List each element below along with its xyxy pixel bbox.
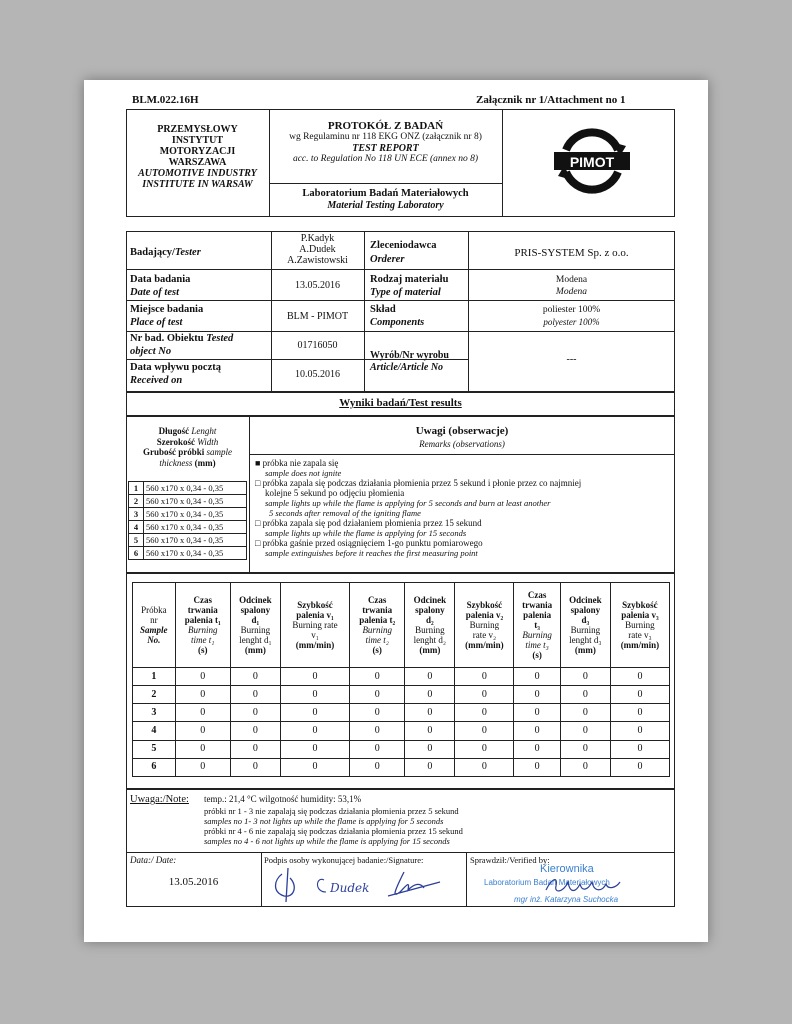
attachment-label: Załącznik nr 1/Attachment no 1 bbox=[476, 94, 626, 106]
results-header-row bbox=[133, 583, 670, 668]
remarks-subtitle: Remarks (observations) bbox=[419, 439, 505, 449]
header-line: palenia t₁ bbox=[184, 615, 221, 625]
result-cell: 0 bbox=[610, 668, 669, 686]
header-line: Odcinek bbox=[413, 595, 447, 605]
header-line: Burning bbox=[362, 625, 392, 635]
remark-line: ■ próbka nie zapala się bbox=[255, 458, 339, 468]
note-line: próbki nr 4 - 6 nie zapalają się podczas działania płomienia przez 15 sekund bbox=[204, 826, 463, 836]
header-line: palenia v₂ bbox=[465, 610, 504, 620]
doc-code: BLM.022.16H bbox=[132, 94, 199, 106]
table-row bbox=[133, 704, 670, 722]
sample-number-cell: 6 bbox=[133, 758, 176, 776]
header-line: Burning bbox=[625, 620, 655, 630]
results-header-cell bbox=[610, 583, 669, 668]
header-line: time t₁ bbox=[191, 635, 215, 645]
received-label-en: Received on bbox=[130, 375, 183, 386]
result-cell: 0 bbox=[514, 740, 560, 758]
result-cell: 0 bbox=[280, 668, 349, 686]
remark-line: □ próbka gaśnie przed osiągnięciem 1-go punktu pomiarowego bbox=[255, 538, 483, 548]
result-cell: 0 bbox=[610, 722, 669, 740]
header-line: palenia bbox=[523, 610, 552, 620]
table-row: 2 560 x170 x 0,34 - 0,35 bbox=[129, 495, 247, 508]
remark-line: sample does not ignite bbox=[265, 468, 342, 478]
result-cell: 0 bbox=[230, 668, 280, 686]
article-label-pl: Wyrób/Nr wyrobu bbox=[370, 350, 449, 361]
header-line: Szybkość bbox=[297, 600, 333, 610]
header-line: trwania bbox=[187, 605, 218, 615]
header-line: spalony bbox=[570, 605, 601, 615]
result-cell: 0 bbox=[230, 722, 280, 740]
header-line: lenght d₁ bbox=[239, 635, 272, 645]
protocol-title: PROTOKÓŁ Z BADAŃ wg Regulaminu nr 118 EKG ONZ (załącznik nr 8) TEST REPORT acc. to Regulation No 118 UN ECE (annex no 8) bbox=[289, 120, 482, 164]
pimot-logo bbox=[552, 120, 632, 200]
components-value-en: polyester 100% bbox=[543, 317, 600, 327]
sample-number-cell: 4 bbox=[133, 722, 176, 740]
sample-number-cell: 1 bbox=[133, 668, 176, 686]
place-label-en: Place of test bbox=[130, 317, 183, 328]
remark-line: □ próbka zapala się pod działaniem płomienia przez 15 sekund bbox=[255, 518, 482, 528]
note-label: Uwaga:/Note: bbox=[130, 794, 189, 805]
header-line: Szybkość bbox=[622, 600, 658, 610]
header-line: Czas bbox=[367, 595, 387, 605]
sample-number-cell: 3 bbox=[133, 704, 176, 722]
header-line: (mm/min) bbox=[465, 640, 504, 650]
header-line: trwania bbox=[522, 600, 553, 610]
orderer-label-en: Orderer bbox=[370, 254, 405, 265]
lab-name: Laboratorium Badań Materiałowych Material Testing Laboratory bbox=[302, 188, 469, 211]
result-cell: 0 bbox=[455, 668, 514, 686]
results-header-cell bbox=[405, 583, 455, 668]
header-line: (s) bbox=[197, 645, 208, 655]
result-cell: 0 bbox=[610, 686, 669, 704]
header-line: time t₂ bbox=[365, 635, 389, 645]
header-line: Odcinek bbox=[239, 595, 272, 605]
material-value-pl: Modena bbox=[555, 275, 588, 285]
header-line: Burning bbox=[240, 625, 271, 635]
place-value: BLM - PIMOT bbox=[286, 311, 349, 322]
results-title: Wyniki badań/Test results bbox=[339, 397, 462, 409]
date-value: 13.05.2016 bbox=[295, 280, 340, 291]
results-header-cell bbox=[455, 583, 514, 668]
remark-line: □ próbka zapala się podczas działania płomienia przez 5 sekund i płonie przez co najmniej bbox=[255, 478, 582, 488]
result-cell: 0 bbox=[350, 704, 405, 722]
stamp-line-2: Laboratorium Badań Materiałowych bbox=[484, 878, 610, 887]
result-cell: 0 bbox=[514, 686, 560, 704]
header-line: palenia v₃ bbox=[621, 610, 659, 620]
result-cell: 0 bbox=[405, 704, 455, 722]
result-cell: 0 bbox=[280, 704, 349, 722]
header-line: rate v₃ bbox=[628, 630, 652, 640]
article-label-en: Article/Article No bbox=[370, 362, 444, 373]
result-cell: 0 bbox=[560, 686, 610, 704]
result-cell: 0 bbox=[280, 758, 349, 776]
result-cell: 0 bbox=[230, 740, 280, 758]
table-row bbox=[133, 740, 670, 758]
results-header-cell bbox=[133, 583, 176, 668]
sample-number-cell: 5 bbox=[133, 740, 176, 758]
signatures-icon bbox=[264, 862, 464, 906]
date-label-pl: Data badania bbox=[130, 274, 191, 285]
result-cell: 0 bbox=[350, 668, 405, 686]
remarks-title: Uwagi (obserwacje) bbox=[415, 425, 509, 437]
header-line: (mm) bbox=[574, 645, 596, 655]
header-line: t₃ bbox=[534, 620, 540, 630]
result-cell: 0 bbox=[175, 722, 230, 740]
header-line: Czas bbox=[527, 590, 547, 600]
result-cell: 0 bbox=[514, 668, 560, 686]
results-header-cell bbox=[560, 583, 610, 668]
result-cell: 0 bbox=[230, 704, 280, 722]
sample-dimensions-header: Długość Lenght Szerokość Width Grubość próbki sample thickness (mm) bbox=[142, 426, 232, 468]
date-label-en: Date of test bbox=[130, 287, 179, 298]
header-line: lenght d₂ bbox=[413, 635, 447, 645]
result-cell: 0 bbox=[350, 722, 405, 740]
result-cell: 0 bbox=[175, 758, 230, 776]
object-label-line1: Nr bad. Obiektu Tested bbox=[130, 333, 234, 344]
header-line: Sample bbox=[140, 625, 168, 635]
object-value: 01716050 bbox=[297, 340, 338, 351]
table-row: 5 560 x170 x 0,34 - 0,35 bbox=[129, 534, 247, 547]
material-label-pl: Rodzaj materiału bbox=[370, 274, 449, 285]
orderer-value: PRIS-SYSTEM Sp. z o.o. bbox=[514, 247, 629, 259]
result-cell: 0 bbox=[175, 668, 230, 686]
header-line: Burning bbox=[570, 625, 601, 635]
footer-date-label: Data:/ Date: bbox=[130, 855, 177, 865]
header-line: time t₃ bbox=[525, 640, 549, 650]
result-cell: 0 bbox=[230, 758, 280, 776]
result-cell: 0 bbox=[230, 686, 280, 704]
samples-table bbox=[128, 481, 247, 560]
result-cell: 0 bbox=[405, 686, 455, 704]
stamp-line-3: mgr inż. Katarzyna Suchocka bbox=[514, 895, 619, 904]
components-value-pl: poliester 100% bbox=[542, 305, 601, 315]
tester-label: Badający/Tester bbox=[130, 247, 201, 258]
verifier-signature-icon bbox=[542, 872, 632, 898]
table-row: 1 560 x170 x 0,34 - 0,35 bbox=[129, 482, 247, 495]
testers: P.Kadyk A.Dudek A.Zawistowski bbox=[287, 233, 348, 266]
report-page bbox=[84, 80, 708, 942]
result-cell: 0 bbox=[560, 668, 610, 686]
table-row bbox=[133, 686, 670, 704]
table-row bbox=[133, 668, 670, 686]
header-line: nr bbox=[150, 615, 158, 625]
note-line: samples no 1- 3 not lights up while the flame is applying for 5 seconds bbox=[204, 816, 444, 826]
result-cell: 0 bbox=[610, 740, 669, 758]
result-cell: 0 bbox=[455, 758, 514, 776]
header-line: No. bbox=[147, 635, 161, 645]
remark-line: sample extinguishes before it reaches the first measuring point bbox=[265, 548, 478, 558]
result-cell: 0 bbox=[455, 740, 514, 758]
result-cell: 0 bbox=[280, 740, 349, 758]
components-label-en: Components bbox=[370, 317, 425, 328]
result-cell: 0 bbox=[405, 668, 455, 686]
header-line: Próbka bbox=[141, 605, 167, 615]
header-line: Czas bbox=[193, 595, 212, 605]
logo-text: PIMOT bbox=[569, 154, 615, 170]
result-cell: 0 bbox=[455, 686, 514, 704]
header-line: (s) bbox=[372, 645, 382, 655]
material-value-en: Modena bbox=[555, 287, 588, 297]
header-line: trwania bbox=[362, 605, 393, 615]
results-header-cell bbox=[175, 583, 230, 668]
table-row: 6 560 x170 x 0,34 - 0,35 bbox=[129, 547, 247, 560]
header-line: spalony bbox=[240, 605, 271, 615]
signature-label: Podpis osoby wykonującej badanie:/Signature: bbox=[264, 855, 424, 865]
results-header-cell bbox=[514, 583, 560, 668]
results-header-cell bbox=[350, 583, 405, 668]
results-table bbox=[132, 582, 670, 777]
header-line: rate v₂ bbox=[472, 630, 497, 640]
result-cell: 0 bbox=[514, 722, 560, 740]
results-header-cell bbox=[230, 583, 280, 668]
result-cell: 0 bbox=[405, 722, 455, 740]
header-line: Burning bbox=[469, 620, 500, 630]
header-line: Burning bbox=[415, 625, 445, 635]
results-header-cell bbox=[280, 583, 349, 668]
result-cell: 0 bbox=[350, 740, 405, 758]
remark-line: sample lights up while the flame is applying for 5 seconds and burn at least another bbox=[265, 498, 551, 508]
header-line: palenia v₁ bbox=[296, 610, 334, 620]
table-row: 4 560 x170 x 0,34 - 0,35 bbox=[129, 521, 247, 534]
result-cell: 0 bbox=[405, 758, 455, 776]
result-cell: 0 bbox=[350, 758, 405, 776]
table-row bbox=[133, 758, 670, 776]
header-line: (mm/min) bbox=[295, 640, 335, 650]
components-label-pl: Skład bbox=[370, 304, 396, 315]
verification-stamp bbox=[470, 864, 670, 906]
orderer-label-pl: Zleceniodawca bbox=[370, 240, 437, 251]
result-cell: 0 bbox=[560, 704, 610, 722]
result-cell: 0 bbox=[405, 740, 455, 758]
result-cell: 0 bbox=[175, 704, 230, 722]
header-line: (s) bbox=[532, 650, 542, 660]
result-cell: 0 bbox=[280, 722, 349, 740]
note-line: próbki nr 1 - 3 nie zapalają się podczas działania płomienia przez 5 sekund bbox=[204, 806, 459, 816]
header-line: Burning bbox=[187, 625, 218, 635]
footer-date-value: 13.05.2016 bbox=[168, 876, 219, 888]
header-line: d₂ bbox=[426, 615, 434, 625]
place-label-pl: Miejsce badania bbox=[130, 304, 204, 315]
header-line: d₃ bbox=[581, 615, 590, 625]
header-line: Burning bbox=[522, 630, 552, 640]
note-line: samples no 4 - 6 not lights up while the flame is applying for 15 seconds bbox=[204, 836, 450, 846]
header-line: lenght d₃ bbox=[569, 635, 602, 645]
result-cell: 0 bbox=[610, 704, 669, 722]
header-line: (mm) bbox=[244, 645, 266, 655]
institute-name: PRZEMYSŁOWY INSTYTUT MOTORYZACJI WARSZAWA AUTOMOTIVE INDUSTRY INSTITUTE IN WARSAW bbox=[138, 124, 257, 190]
material-label-en: Type of material bbox=[370, 287, 441, 298]
header-line: (mm) bbox=[419, 645, 441, 655]
remark-line: sample lights up while the flame is applying for 15 seconds bbox=[265, 528, 467, 538]
table-row bbox=[133, 722, 670, 740]
result-cell: 0 bbox=[455, 704, 514, 722]
result-cell: 0 bbox=[560, 740, 610, 758]
result-cell: 0 bbox=[560, 722, 610, 740]
remarks-list bbox=[255, 458, 673, 571]
verified-label: Sprawdził:/Verified by: bbox=[470, 855, 550, 865]
note-lines bbox=[204, 806, 664, 846]
result-cell: 0 bbox=[560, 758, 610, 776]
result-cell: 0 bbox=[610, 758, 669, 776]
result-cell: 0 bbox=[514, 758, 560, 776]
header-line: Burning rate bbox=[292, 620, 338, 630]
article-value: --- bbox=[566, 354, 577, 365]
result-cell: 0 bbox=[280, 686, 349, 704]
header-line: spalony bbox=[415, 605, 445, 615]
table-row: 3 560 x170 x 0,34 - 0,35 bbox=[129, 508, 247, 521]
received-value: 10.05.2016 bbox=[295, 369, 340, 380]
dudek-signature: Dudek bbox=[330, 881, 370, 895]
header-line: v₁ bbox=[311, 630, 319, 640]
header-line: Odcinek bbox=[569, 595, 602, 605]
result-cell: 0 bbox=[175, 686, 230, 704]
remark-line: kolejne 5 sekund po odjęciu płomienia bbox=[265, 488, 405, 498]
sample-number-cell: 2 bbox=[133, 686, 176, 704]
note-temperature: temp.: 21,4 °C wilgotność humidity: 53,1% bbox=[204, 794, 362, 804]
remark-line: 5 seconds after removal of the igniting flame bbox=[269, 508, 421, 518]
result-cell: 0 bbox=[350, 686, 405, 704]
received-label-pl: Data wpływu pocztą bbox=[130, 362, 221, 373]
header-line: palenia t₂ bbox=[359, 615, 396, 625]
header-line: (mm/min) bbox=[620, 640, 660, 650]
result-cell: 0 bbox=[514, 704, 560, 722]
stamp-line-1: Kierownika bbox=[540, 863, 594, 875]
result-cell: 0 bbox=[455, 722, 514, 740]
header-line: Szybkość bbox=[466, 600, 503, 610]
result-cell: 0 bbox=[175, 740, 230, 758]
object-label-line2: object No bbox=[130, 346, 172, 357]
header-line: d₁ bbox=[251, 615, 260, 625]
